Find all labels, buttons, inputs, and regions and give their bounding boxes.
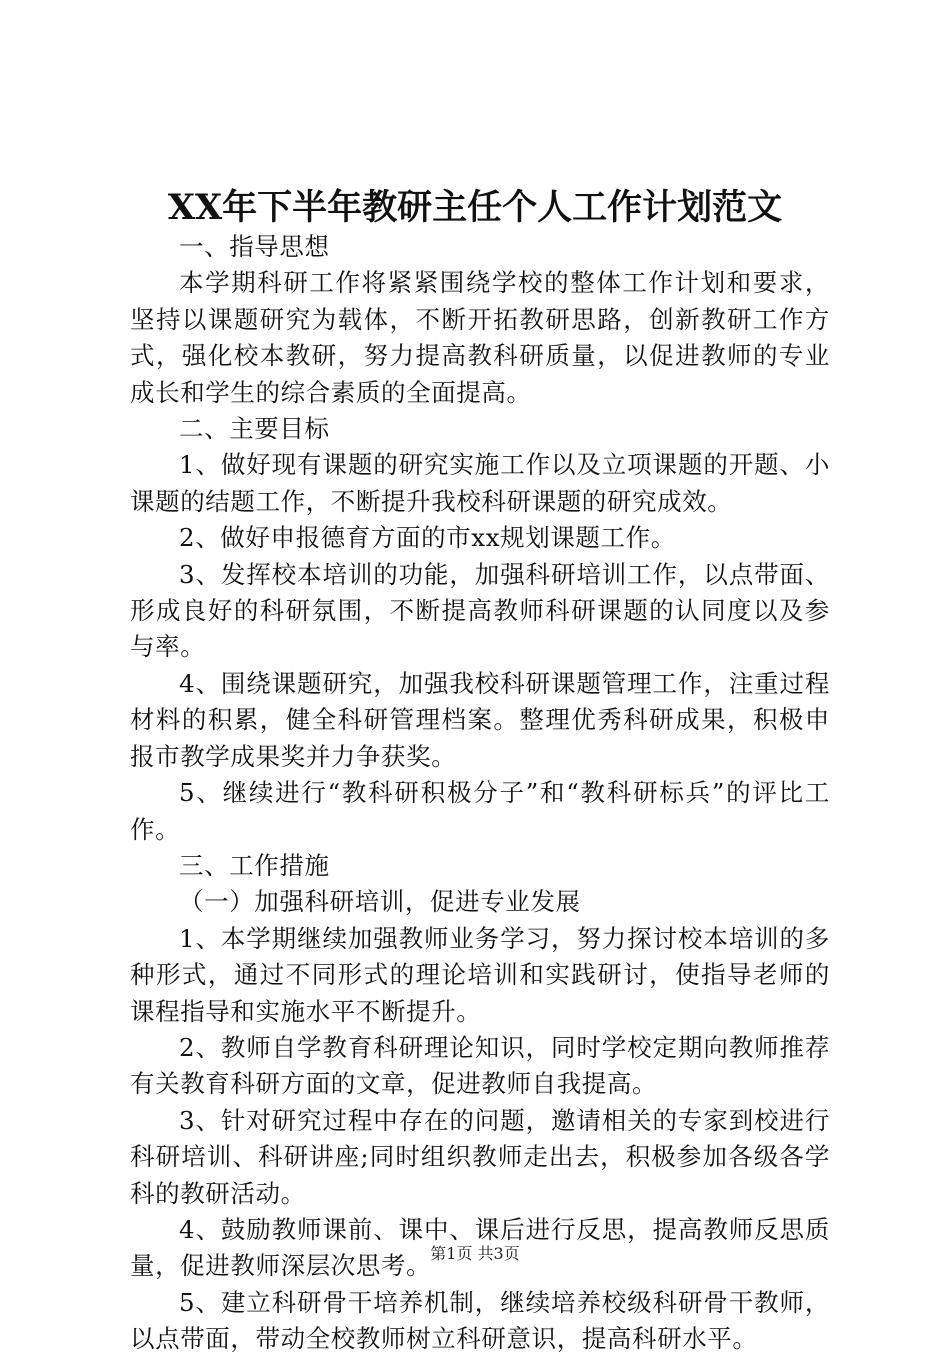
goal-item-2: 2、做好申报德育方面的市xx规划课题工作。 — [179, 523, 676, 553]
measure-item-5: 5、建立科研骨干培养机制，继续培养校级科研骨干教师，以点带面，带动全校教师树立科研意识，提高科研水平。 — [130, 1287, 830, 1354]
measure-item-2: 2、教师自学教育科研理论知识，同时学校定期向教师推荐有关教育科研方面的文章，促进教师自我提高。 — [130, 1032, 830, 1099]
measure-item-3: 3、针对研究过程中存在的问题，邀请相关的专家到校进行科研培训、科研讲座;同时组织教师走出去，积极参加各级各学科的教研活动。 — [130, 1105, 830, 1208]
subsection-heading-training: （一）加强科研培训，促进专业发展 — [179, 887, 581, 917]
measure-item-4: 4、鼓励教师课前、课中、课后进行反思，提高教师反思质量，促进教师深层次思考。 — [130, 1214, 830, 1281]
page-footer: 第1页 共3页 — [430, 1244, 520, 1263]
section-heading-work-measures: 三、工作措施 — [179, 850, 330, 880]
section-heading-guiding-ideology: 一、指导思想 — [179, 232, 330, 261]
paragraph-guiding-ideology: 本学期科研工作将紧紧围绕学校的整体工作计划和要求，坚持以课题研究为载体，不断开拓教研思路，创新教研工作方式，强化校本教研，努力提高教科研质量，以促进教师的专业成长和学生的综合素质的全面提高。 — [130, 268, 830, 407]
section-heading-main-goals: 二、主要目标 — [179, 414, 330, 444]
goal-item-3: 3、发挥校本培训的功能，加强科研培训工作，以点带面、形成良好的科研氛围，不断提高教师科研课题的认同度以及参与率。 — [130, 559, 830, 662]
goal-item-4: 4、围绕课题研究，加强我校科研课题管理工作，注重过程材料的积累，健全科研管理档案。整理优秀科研成果，积极申报市教学成果奖并力争获奖。 — [130, 668, 830, 771]
goal-item-1: 1、做好现有课题的研究实施工作以及立项课题的开题、小课题的结题工作，不断提升我校科研课题的研究成效。 — [130, 450, 830, 516]
document-body — [130, 229, 830, 1358]
measure-item-1: 1、本学期继续加强教师业务学习，努力探讨校本培训的多种形式，通过不同形式的理论培训和实践研讨，使指导老师的课程指导和实施水平不断提升。 — [130, 923, 830, 1026]
goal-item-5: 5、继续进行“教科研积极分子”和“教科研标兵”的评比工作。 — [130, 778, 830, 844]
document-title: XX年下半年教研主任个人工作计划范文 — [167, 187, 783, 228]
